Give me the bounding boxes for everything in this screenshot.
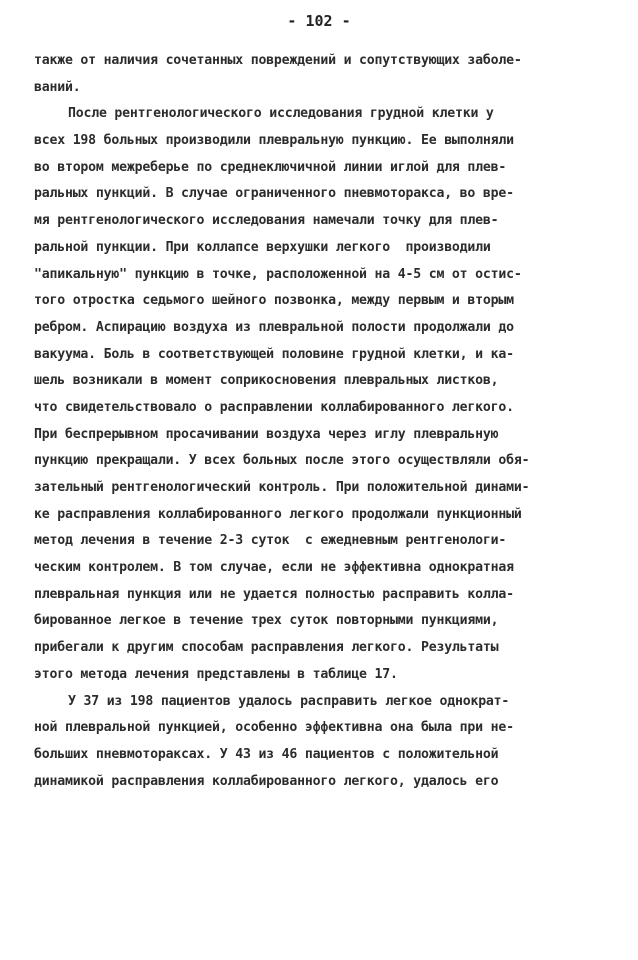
text-line: ребром. Аспирацию воздуха из плевральной полости продолжали до <box>34 319 514 335</box>
text-line: плевральная пункция или не удается полностью расправить колла- <box>34 586 514 602</box>
text-line: ке расправления коллабированного легкого продолжали пункционный <box>34 506 522 522</box>
text-line: ной плевральной пункцией, особенно эффективна она была при не- <box>34 720 514 736</box>
text-line: пункцию прекращали. У всех больных после этого осуществляли обя- <box>34 453 530 469</box>
text-line: При беспрерывном просачивании воздуха через иглу плевральную <box>34 426 499 442</box>
text-line: "апикальную" пункцию в точке, расположенной на 4-5 см от остис- <box>34 266 522 282</box>
text-line: динамикой расправления коллабированного легкого, удалось его <box>34 773 499 789</box>
text-line: во втором межреберье по среднеключичной линии иглой для плев- <box>34 159 507 175</box>
text-line: У 37 из 198 пациентов удалось расправить легкое однократ- <box>68 693 510 709</box>
text-line: зательный рентгенологический контроль. При положительной динами- <box>34 480 530 495</box>
text-line: ральной пункции. При коллапсе верхушки легкого производили <box>34 239 491 255</box>
text-line: всех 198 больных производили плевральную пункцию. Ее выполняли <box>34 133 514 149</box>
text-line: метод лечения в течение 2-3 суток с ежедневным рентгенологи- <box>34 533 507 549</box>
page-number: - 102 - <box>287 12 351 30</box>
text-line: больших пневмотораксах. У 43 из 46 пациентов с положительной <box>34 746 499 762</box>
text-line: ральных пункций. В случае ограниченного пневмоторакса, во вре- <box>34 186 514 202</box>
text-line: прибегали к другим способам расправления легкого. Результаты <box>34 640 499 656</box>
text-line: шель возникали в момент соприкосновения плевральных листков, <box>34 373 499 389</box>
text-line: мя рентгенологического исследования намечали точку для плев- <box>34 213 499 229</box>
text-line: того отростка седьмого шейного позвонка, между первым и вторым <box>34 293 514 309</box>
text-line: После рентгенологического исследования грудной клетки у <box>68 106 494 122</box>
body-text <box>34 48 614 795</box>
text-line: что свидетельствовало о расправлении коллабированного легкого. <box>34 399 514 415</box>
text-line: бированное легкое в течение трех суток повторными пункциями, <box>34 613 499 629</box>
text-line: также от наличия сочетанных повреждений и сопутствующих заболе- <box>34 53 522 68</box>
text-line: вакуума. Боль в соответствующей половине грудной клетки, и ка- <box>34 346 514 362</box>
text-line: ваний. <box>34 79 81 95</box>
text-line: ческим контролем. В том случае, если не эффективна однократная <box>34 560 514 576</box>
text-line: этого метода лечения представлены в таблице 17. <box>34 666 398 682</box>
